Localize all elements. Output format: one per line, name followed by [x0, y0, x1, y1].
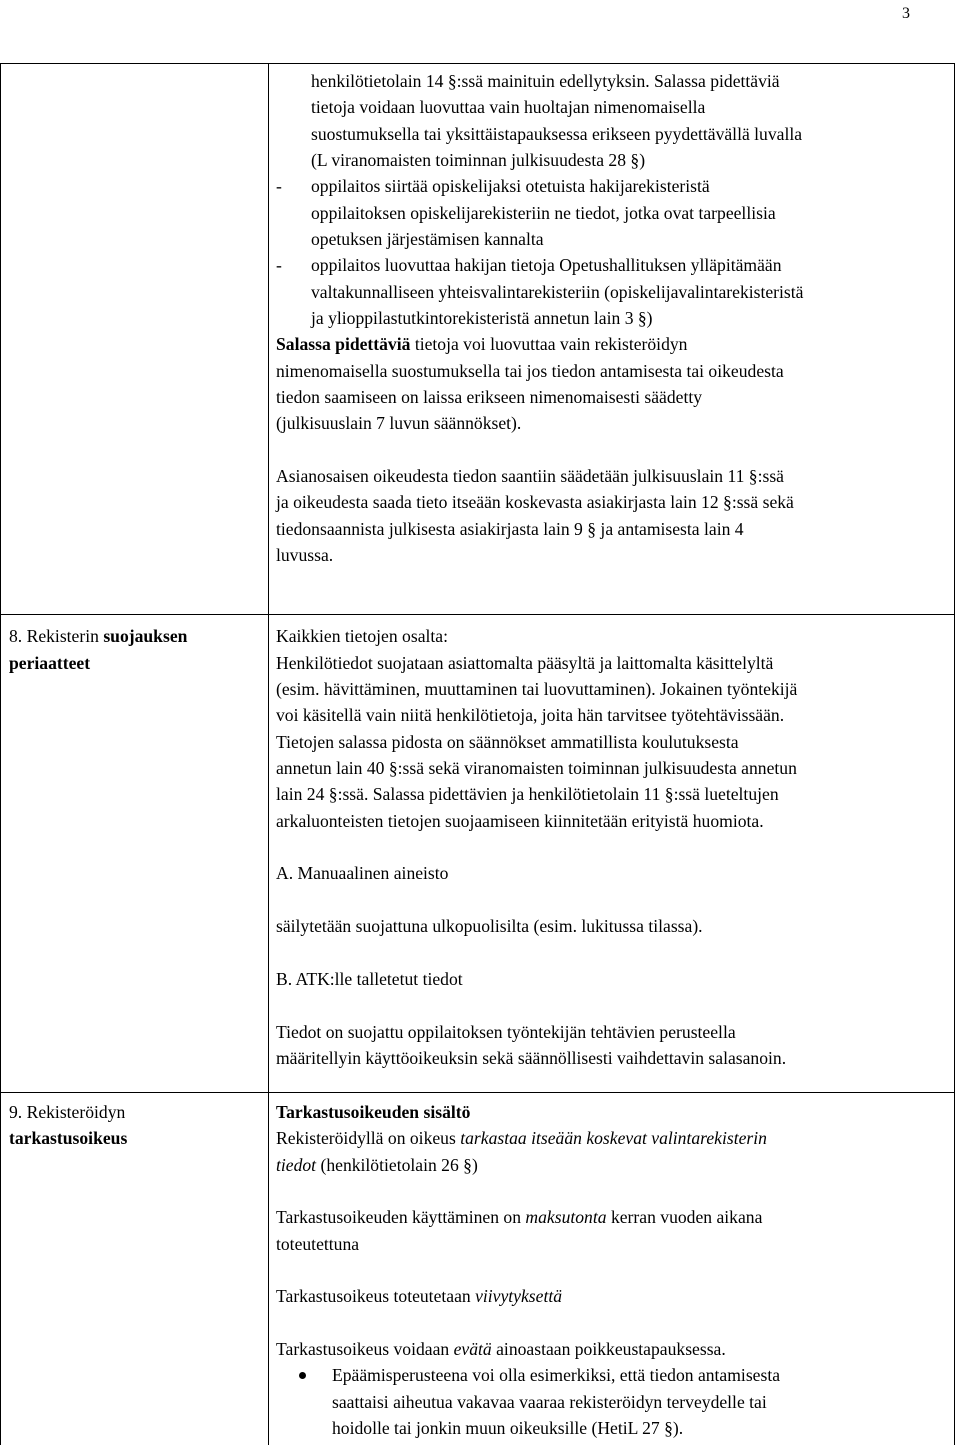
section-9-bold: tarkastusoikeus [9, 1128, 128, 1148]
section-a-text: säilytetään suojattuna ulkopuolisilta (esim. lukitussa tilassa). [276, 916, 703, 936]
dash-item-line: oppilaitoksen opiskelijarekisteriin ne tiedot, jotka ovat tarpeellisia [311, 203, 776, 223]
asianosaisen-line: Asianosaisen oikeudesta tiedon saantiin säädetään julkisuuslain 11 §:ssä [276, 466, 784, 486]
p4-italic: evätä [453, 1339, 492, 1359]
row3-p2-line1 [276, 1204, 762, 1230]
row1-line: tietoja voidaan luovuttaa vain huoltajan nimenomaisella [311, 97, 706, 117]
row2-line: lain 24 §:ssä. Salassa pidettävien ja henkilötietolain 11 §:ssä lueteltujen [276, 784, 779, 804]
section-8-heading [9, 623, 187, 649]
salassa-rest: tietoja voi luovuttaa vain rekisteröidyn [410, 334, 688, 354]
row2-line: Tietojen salassa pidosta on säännökset ammatillista koulutuksesta [276, 732, 739, 752]
section-8-heading-line2: periaatteet [9, 653, 91, 673]
row2-line: Henkilötiedot suojataan asiattomalta pääsyltä ja laittomalta käsittelyltä [276, 653, 774, 673]
salassa-line [276, 331, 687, 357]
bullet-line: saattaisi aiheutua vakavaa vaaraa rekisteröidyn terveydelle tai [332, 1392, 767, 1412]
section-9-number: 9. Rekisteröidyn [9, 1102, 126, 1122]
row2-line: (esim. hävittäminen, muuttaminen tai luovuttaminen). Jokainen työntekijä [276, 679, 798, 699]
row2-line: voi käsitellä vain niitä henkilötietoja, joita hän tarvitsee työtehtävissään. [276, 705, 785, 725]
row3-p3 [276, 1283, 562, 1309]
row-divider-1 [1, 614, 954, 615]
p4-normal: Tarkastusoikeus voidaan [276, 1339, 454, 1359]
salassa-line: (julkisuuslain 7 luvun säännökset). [276, 413, 522, 433]
section-8-number: 8. Rekisterin [9, 626, 104, 646]
row1-line: suostumuksella tai yksittäistapauksessa erikseen pyydettävällä luvalla [311, 124, 803, 144]
bullet-line: hoidolle tai jonkin muun oikeuksille (HetiL 27 §). [332, 1418, 684, 1438]
salassa-bold: Salassa pidettäviä [276, 334, 411, 354]
p2-normal: Tarkastusoikeuden käyttäminen on [276, 1207, 526, 1227]
dash-item-line: oppilaitos siirtää opiskelijaksi otetuista hakijarekisteristä [311, 176, 710, 196]
salassa-line: tiedon saamiseen on laissa erikseen nimenomaisesti säädetty [276, 387, 703, 407]
row2-line: arkaluonteisten tietojen suojaamiseen kiinnitetään erityistä huomiota. [276, 811, 764, 831]
row1-line: (L viranomaisten toiminnan julkisuudesta 28 §) [311, 150, 646, 170]
dash-item-line: valtakunnalliseen yhteisvalintarekisteriin (opiskelijavalintarekisteristä [311, 282, 804, 302]
row2-intro: Kaikkien tietojen osalta: [276, 626, 448, 646]
row-divider-2 [1, 1092, 954, 1093]
row2-line: annetun lain 40 §:ssä sekä viranomaisten toiminnan julkisuudesta annetun [276, 758, 797, 778]
p2-italic: maksutonta [525, 1207, 607, 1227]
dash-marker: - [276, 176, 282, 196]
asianosaisen-line: ja oikeudesta saada tieto itseään koskevasta asiakirjasta lain 12 §:ssä sekä [276, 492, 794, 512]
section-b-heading: B. ATK:lle talletetut tiedot [276, 969, 463, 989]
p4-rest: ainoastaan poikkeustapauksessa. [491, 1339, 726, 1359]
dash-item-line: ja ylioppilastutkintorekisteristä annetun lain 3 §) [311, 308, 653, 328]
p3-italic: viivytyksettä [475, 1286, 563, 1306]
row3-p1-line1 [276, 1125, 767, 1151]
column-divider [268, 64, 269, 1445]
bullet-line: Epäämisperusteena voi olla esimerkiksi, että tiedon antamisesta [332, 1365, 781, 1385]
section-8-bold: suojauksen [103, 626, 188, 646]
bullet-icon [299, 1372, 306, 1379]
dash-item-line: oppilaitos luovuttaa hakijan tietoja Opetushallituksen ylläpitämään [311, 255, 782, 275]
p1-rest: (henkilötietolain 26 §) [316, 1155, 478, 1175]
p3-normal: Tarkastusoikeus toteutetaan [276, 1286, 476, 1306]
asianosaisen-line: luvussa. [276, 545, 334, 565]
page-number: 3 [902, 5, 910, 22]
section-b-line: Tiedot on suojattu oppilaitoksen työntekijän tehtävien perusteella [276, 1022, 736, 1042]
dash-marker: - [276, 255, 282, 275]
row3-title: Tarkastusoikeuden sisältö [276, 1102, 471, 1122]
dash-item-line: opetuksen järjestämisen kannalta [311, 229, 544, 249]
section-b-line: määritellyin käyttöoikeuksin sekä säännöllisesti vaihdettavin salasanoin. [276, 1048, 787, 1068]
row3-p1-line2 [276, 1152, 478, 1178]
row3-p4 [276, 1336, 726, 1362]
row1-line: henkilötietolain 14 §:ssä mainituin edellytyksin. Salassa pidettäviä [311, 71, 780, 91]
asianosaisen-line: tiedonsaannista julkisesta asiakirjasta lain 9 § ja antamisesta lain 4 [276, 519, 744, 539]
salassa-line: nimenomaisella suostumuksella tai jos tiedon antamisesta tai oikeudesta [276, 361, 784, 381]
p1-normal: Rekisteröidyllä on oikeus [276, 1128, 461, 1148]
section-a-heading: A. Manuaalinen aineisto [276, 863, 449, 883]
p1-italic2: tiedot [276, 1155, 317, 1175]
row3-p2-line2: toteutettuna [276, 1234, 360, 1254]
p2-rest: kerran vuoden aikana [606, 1207, 763, 1227]
p1-italic: tarkastaa itseään koskevat valintarekisterin [460, 1128, 767, 1148]
